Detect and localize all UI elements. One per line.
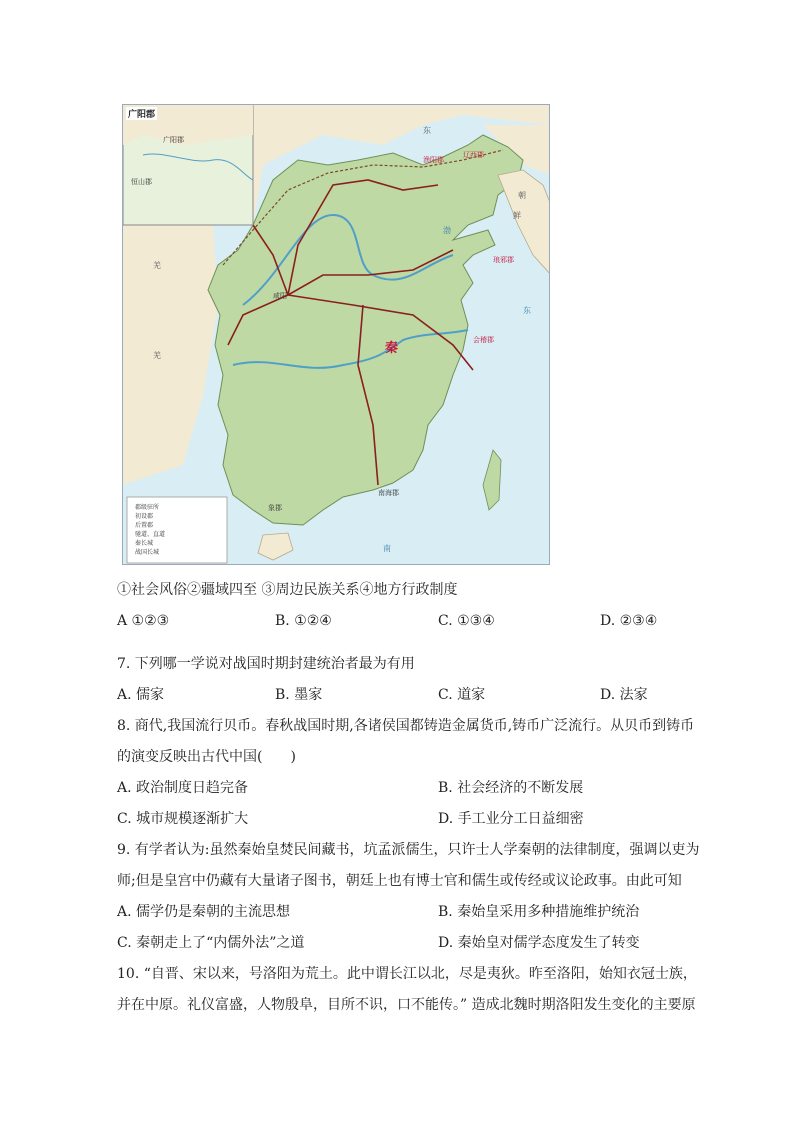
q6-option-a: A ①②③ bbox=[117, 613, 170, 629]
legend-item-5: 秦长城 bbox=[135, 540, 154, 547]
legend-item-3: 后置郡 bbox=[135, 522, 154, 529]
q6-statements: ①社会风俗②疆域四至 ③周边民族关系④地方行政制度 bbox=[117, 582, 458, 598]
label-xian: 鲜 bbox=[513, 211, 521, 220]
label-qin: 秦 bbox=[385, 341, 399, 356]
map-legend bbox=[135, 503, 165, 557]
label-liaoxi: 辽西郡 bbox=[463, 151, 484, 159]
q10-stem-line2: 并在中原。礼仪富盛，人物殷阜，目所不识，口不能传。” 造成北魏时期洛阳发生变化的主要原 bbox=[117, 997, 696, 1013]
q10-stem-line1: 10. “自晋、宋以来，号洛阳为荒土。此中谓长江以北，尽是夷狄。昨至洛阳，始知衣冠士族， bbox=[117, 966, 697, 982]
inset-label-guangyang: 广阳郡 bbox=[163, 136, 184, 144]
q7-stem: 7. 下列哪一学说对战国时期封建统治者最为有用 bbox=[117, 656, 415, 672]
legend-item-2: 初设郡 bbox=[135, 513, 154, 520]
q6-option-c: C. ①③④ bbox=[438, 613, 495, 629]
legend-item-6: 战国长城 bbox=[135, 549, 160, 556]
q8-stem-line1: 8. 商代,我国流行贝币。春秋战国时期,各诸侯国都铸造金属货币,铸币广泛流行。从贝币到铸币 bbox=[117, 718, 695, 734]
q9-option-c: C. 秦朝走上了“内儒外法”之道 bbox=[117, 935, 305, 951]
q9-option-b: B. 秦始皇采用多种措施维护统治 bbox=[438, 904, 640, 920]
q6-option-d: D. ②③④ bbox=[600, 613, 658, 629]
sea-label-nan: 南 bbox=[383, 544, 391, 553]
label-yuyang: 渔阳郡 bbox=[423, 156, 444, 164]
label-qiang-1: 羌 bbox=[153, 261, 161, 270]
label-kuaiji: 会稽郡 bbox=[473, 336, 494, 344]
label-chao: 朝 bbox=[518, 191, 526, 200]
inset-label-hengshan: 恒山郡 bbox=[131, 178, 152, 186]
q8-option-a: A. 政治制度日趋完备 bbox=[117, 780, 249, 796]
legend-item-1: 郡级驻所 bbox=[135, 504, 160, 511]
label-xiang: 象郡 bbox=[268, 504, 282, 512]
qin-map bbox=[122, 104, 550, 565]
label-nanhai: 南海郡 bbox=[378, 489, 399, 497]
q8-option-c: C. 城市规模逐渐扩大 bbox=[117, 811, 249, 827]
q9-stem-line2: 师;但是皇宫中仍藏有大量诸子图书，朝廷上也有博士官和儒生或传经或议论政事。由此可知 bbox=[117, 873, 682, 889]
q9-stem-line1: 9. 有学者认为:虽然秦始皇焚民间藏书，坑孟派儒生，只许士人学秦朝的法律制度，强调以吏为 bbox=[117, 842, 700, 858]
label-qiang-2: 羌 bbox=[153, 351, 161, 360]
q8-option-d: D. 手工业分工日益细密 bbox=[438, 811, 584, 827]
sea-label-dong: 东 bbox=[523, 306, 531, 315]
q7-option-d: D. 法家 bbox=[600, 687, 648, 703]
label-langya: 琅邪郡 bbox=[493, 256, 514, 264]
q9-option-d: D. 秦始皇对儒学态度发生了转变 bbox=[438, 935, 640, 951]
label-donghu-1: 东 bbox=[423, 126, 431, 135]
q7-option-b: B. 墨家 bbox=[275, 687, 323, 703]
sea-label-bo: 渤 bbox=[443, 226, 451, 235]
q9-option-a: A. 儒学仍是秦朝的主流思想 bbox=[117, 904, 291, 920]
inset-title: 广阳郡 bbox=[126, 107, 157, 120]
q8-option-b: B. 社会经济的不断发展 bbox=[438, 780, 584, 796]
q7-option-a: A. 儒家 bbox=[117, 687, 165, 703]
q6-option-b: B. ①②④ bbox=[275, 613, 332, 629]
q7-option-c: C. 道家 bbox=[438, 687, 486, 703]
legend-item-4: 驰道、直道 bbox=[135, 531, 166, 538]
label-xianyang: 咸阳 bbox=[273, 292, 287, 300]
q8-stem-line2: 的演变反映出古代中国( ) bbox=[117, 749, 296, 765]
